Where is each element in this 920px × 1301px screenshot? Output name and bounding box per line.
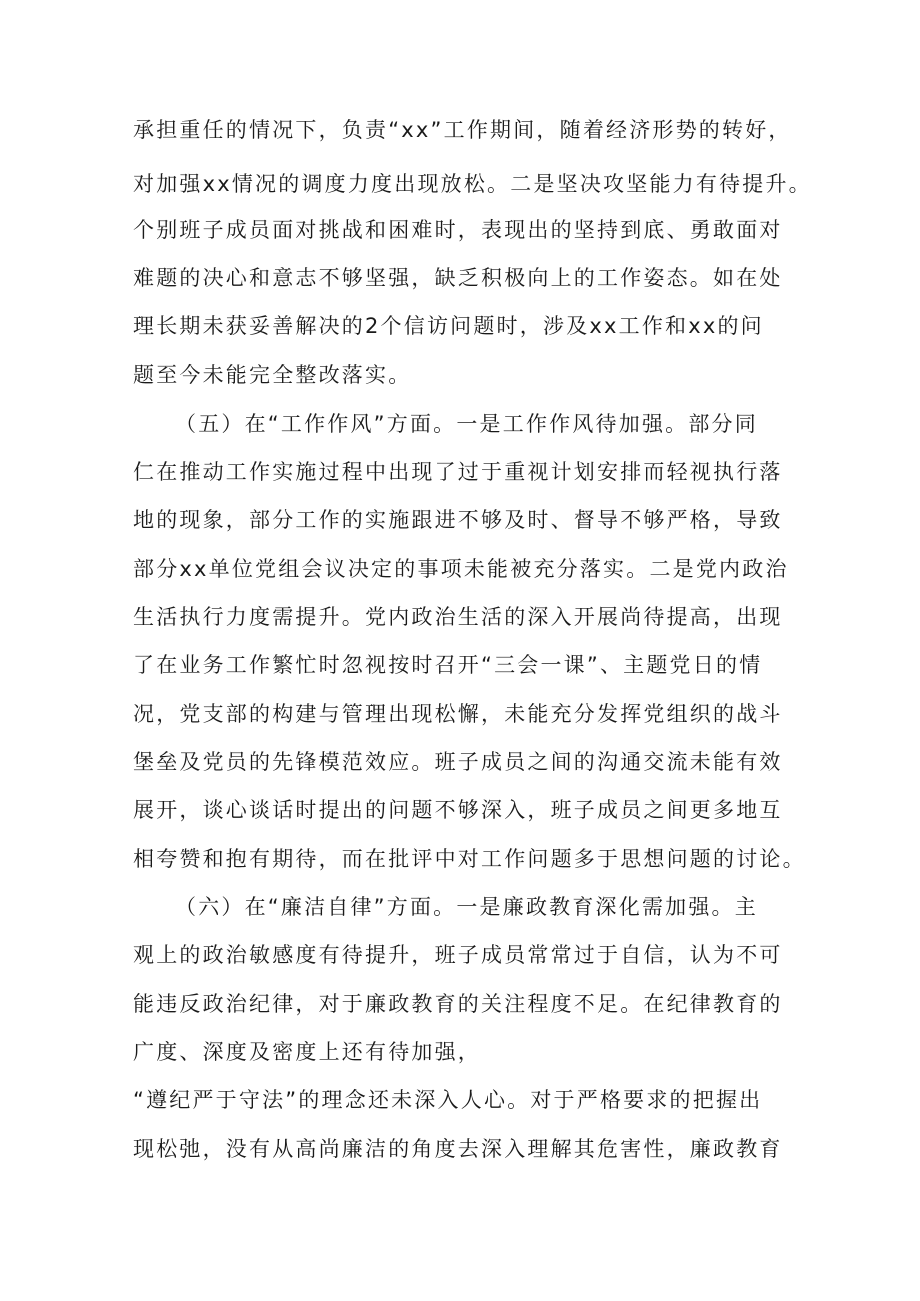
text-line: 生活执行力度需提升。党内政治生活的深入开展尚待提高，出现 — [133, 605, 783, 629]
text-line: 题至今未能完全整改落实。 — [133, 363, 412, 387]
text-line: 现松弛，没有从高尚廉洁的角度去深入理解其危害性，廉政教育 — [133, 1137, 783, 1161]
text-line: 地的现象，部分工作的实施跟进不够及时、督导不够严格，导致 — [133, 508, 783, 532]
text-line: 承担重任的情况下，负责“xx”工作期间，随着经济形势的转好， — [133, 118, 792, 142]
text-line: 能违反政治纪律，对于廉政教育的关注程度不足。在纪律教育的 — [133, 992, 783, 1016]
text-line: 相夸赞和抱有期待，而在批评中对工作问题多于思想问题的讨论。 — [133, 847, 806, 871]
text-line: 况，党支部的构建与管理出现松懈，未能充分发挥党组织的战斗 — [133, 702, 783, 726]
text-line: 观上的政治敏感度有待提升，班子成员常常过于自信，认为不可 — [133, 943, 783, 967]
text-line: 部分xx单位党组会议决定的事项未能被充分落实。二是党内政治 — [133, 557, 789, 581]
text-line: 个别班子成员面对挑战和困难时，表现出的坚持到底、勇敢面对 — [133, 218, 783, 242]
paragraph-heading-line: （五）在“工作作风”方面。一是工作作风待加强。部分同 — [175, 412, 758, 436]
text-line: 广度、深度及密度上还有待加强， — [133, 1040, 481, 1064]
text-line: 了在业务工作繁忙时忽视按时召开“三会一课”、主题党日的情 — [133, 653, 763, 677]
text-line: 难题的决心和意志不够坚强，缺乏积极向上的工作姿态。如在处 — [133, 266, 783, 290]
text-line: 展开，谈心谈话时提出的问题不够深入，班子成员之间更多地互 — [133, 798, 783, 822]
text-line: 理长期未获妥善解决的2个信访问题时，涉及xx工作和xx的问 — [133, 314, 764, 338]
text-line: 堡垒及党员的先锋模范效应。班子成员之间的沟通交流未能有效 — [133, 750, 783, 774]
text-line: 对加强xx情况的调度力度出现放松。二是坚决攻坚能力有待提升。 — [133, 172, 812, 196]
paragraph-heading-line: （六）在“廉洁自律”方面。一是廉政教育深化需加强。主 — [175, 895, 758, 919]
text-line: “遵纪严于守法”的理念还未深入人心。对于严格要求的把握出 — [133, 1088, 763, 1112]
text-line: 仁在推动工作实施过程中出现了过于重视计划安排而轻视执行落 — [133, 460, 783, 484]
